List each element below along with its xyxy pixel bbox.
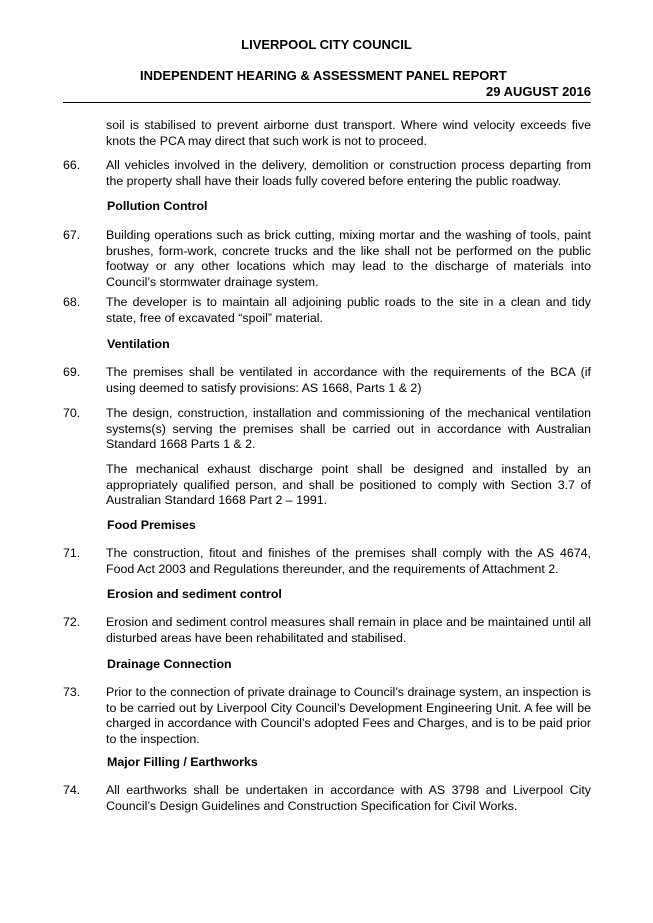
item-number-74: 74. <box>63 783 81 797</box>
item-text-73: Prior to the connection of private drainage to Council’s drainage system, an inspection is to be carried out by Liverpool City Council’s Development Engineering Unit. A fee will be charged in accordance with Council’s adopted Fees and Charges, and is to be paid prior to the inspection. <box>106 685 591 746</box>
item-text-70: The design, construction, installation and commissioning of the mechanical ventilation systems(s) serving the premises shall be carried out in accordance with Australian Standard 1668 Parts 1 & 2. <box>106 406 591 452</box>
header-divider <box>63 102 591 103</box>
item-number-66: 66. <box>63 158 81 172</box>
item-text-66: All vehicles involved in the delivery, demolition or construction process departing from the property shall have their loads fully covered before entering the public roadway. <box>106 158 591 188</box>
continuation-paragraph: soil is stabilised to prevent airborne dust transport. Where wind velocity exceeds five knots the PCA may direct that such work is not to proceed. <box>106 118 591 148</box>
item-text-71: The construction, fitout and finishes of the premises shall comply with the AS 4674, Food Act 2003 and Regulations thereunder, and the requirements of Attachment 2. <box>106 546 591 576</box>
item-text-70-extra: The mechanical exhaust discharge point shall be designed and installed by an appropriately qualified person, and shall be positioned to comply with Section 3.7 of Australian Standard 1668 Part 2 – 1991. <box>106 462 591 508</box>
heading-food-premises: Food Premises <box>107 518 196 532</box>
item-text-68: The developer is to maintain all adjoining public roads to the site in a clean and tidy state, free of excavated “spoil” material. <box>106 295 591 325</box>
item-text-74: All earthworks shall be undertaken in accordance with AS 3798 and Liverpool City Council’s Design Guidelines and Construction Specification for Civil Works. <box>106 783 591 813</box>
heading-drainage-connection: Drainage Connection <box>107 657 232 671</box>
item-number-71: 71. <box>63 546 81 560</box>
item-number-68: 68. <box>63 295 81 309</box>
council-name: LIVERPOOL CITY COUNCIL <box>241 37 412 52</box>
item-text-69: The premises shall be ventilated in accordance with the requirements of the BCA (if using deemed to satisfy provisions: AS 1668, Parts 1 & 2) <box>106 365 591 395</box>
item-text-72: Erosion and sediment control measures shall remain in place and be maintained until all disturbed areas have been rehabilitated and stabilised. <box>106 615 591 645</box>
item-number-67: 67. <box>63 228 81 242</box>
heading-erosion-sediment: Erosion and sediment control <box>107 587 282 601</box>
item-text-67: Building operations such as brick cutting, mixing mortar and the washing of tools, paint brushes, form-work, concrete trucks and the like shall not be performed on the public footway or any other locations which may lead to the discharge of materials into Council’s stormwater drainage system. <box>106 228 591 289</box>
item-number-70: 70. <box>63 406 81 420</box>
report-title: INDEPENDENT HEARING & ASSESSMENT PANEL REPORT <box>140 68 507 83</box>
heading-ventilation: Ventilation <box>107 337 170 351</box>
item-number-73: 73. <box>63 685 81 699</box>
heading-pollution-control: Pollution Control <box>107 199 208 213</box>
report-date: 29 AUGUST 2016 <box>485 84 591 99</box>
heading-major-filling: Major Filling / Earthworks <box>107 755 258 769</box>
item-number-72: 72. <box>63 615 81 629</box>
item-number-69: 69. <box>63 365 81 379</box>
